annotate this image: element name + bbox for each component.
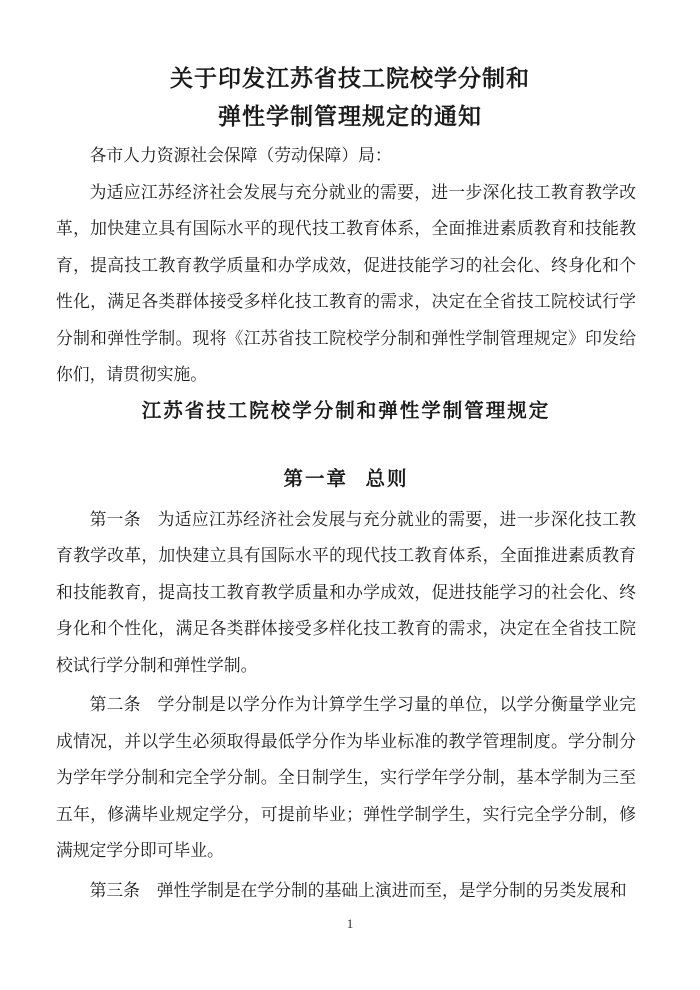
document-title-line-1: 关于印发江苏省技工院校学分制和 <box>170 66 530 91</box>
article-3-number: 第三条 <box>89 880 140 900</box>
article-1-text: 为适应江苏经济社会发展与充分就业的需要，进一步深化技工教育教学改革，加快建立具有国际水平的现代技工教育体系，全面推进素质教育和技能教育，提高技工教育教学质量和办学成效，促进技能学习的社会化、终身化和个性化，满足各类群体接受多样化技工教育的需求，决定在全省技工院校试行学分制和弹性学制。 <box>56 509 636 675</box>
regulation-title: 江苏省技工院校学分制和弹性学制管理规定 <box>141 400 551 422</box>
document-title <box>0 0 700 136</box>
article-3-text: 弹性学制是在学分制的基础上演进而至，是学分制的另类发展和 <box>156 880 627 900</box>
chapter-number: 第一章 <box>283 469 348 490</box>
salutation: 各市人力资源社会保障（劳动保障）局： <box>89 146 392 165</box>
article-2-text: 学分制是以学分作为计算学生学习量的单位，以学分衡量学业完成情况，并以学生必须取得最低学分作为毕业标准的教学管理制度。学分制分为学年学分制和完全学分制。全日制学生，实行学年学分制，基本学制为三至五年，修满毕业规定学分，可提前毕业；弹性学制学生，实行完全学分制，修满规定学分即可毕业。 <box>56 695 636 860</box>
article-2-paragraph <box>56 687 636 870</box>
article-1-paragraph <box>56 502 636 685</box>
page-number: 1 <box>346 916 354 931</box>
article-1-number: 第一条 <box>89 509 141 529</box>
article-3-paragraph <box>56 873 636 910</box>
document-title-line-2: 弹性学制管理规定的通知 <box>218 104 482 129</box>
intro-paragraph: 为适应江苏经济社会发展与充分就业的需要，进一步深化技工教育教学改革，加快建立具有国际水平的现代技工教育体系，全面推进素质教育和技能教育，提高技工教育教学质量和办学成效，促进技能学习的社会化、终身化和个性化，满足各类群体接受多样化技工教育的需求，决定在全省技工院校试行学分制和弹性学制。现将《江苏省技工院校学分制和弹性学制管理规定》印发给你们，请贯彻实施。 <box>56 182 636 384</box>
chapter-heading <box>56 462 636 499</box>
chapter-title: 总则 <box>365 469 409 490</box>
article-2-number: 第二条 <box>89 695 141 714</box>
document-body <box>56 138 636 909</box>
